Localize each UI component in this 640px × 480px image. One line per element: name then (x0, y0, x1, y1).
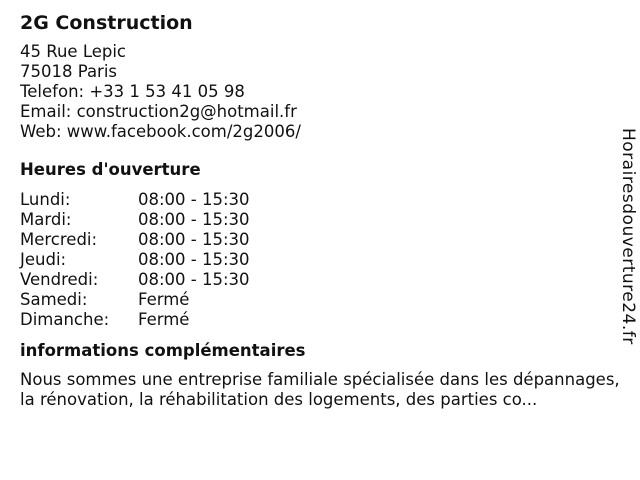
day-hours: 08:00 - 15:30 (138, 250, 250, 269)
day-hours: 08:00 - 15:30 (138, 270, 250, 289)
info-title: informations complémentaires (20, 341, 306, 360)
day-label: Vendredi: (20, 270, 99, 289)
day-label: Dimanche: (20, 310, 110, 329)
day-hours: Fermé (138, 310, 190, 329)
day-label: Lundi: (20, 190, 71, 209)
day-label: Jeudi: (20, 250, 67, 269)
day-hours: 08:00 - 15:30 (138, 190, 250, 209)
hours-table (20, 190, 620, 330)
day-label: Mardi: (20, 210, 72, 229)
business-name: 2G Construction (20, 12, 193, 34)
hours-row-friday (20, 270, 620, 290)
day-hours: 08:00 - 15:30 (138, 230, 250, 249)
phone-line: Telefon: +33 1 53 41 05 98 (20, 82, 245, 101)
hours-row-saturday (20, 290, 620, 310)
info-description: Nous sommes une entreprise familiale spécialisée dans les dépannages, la rénovation, la réhabilitation des logements, des parties co... (20, 370, 620, 409)
business-card (20, 10, 620, 410)
web-line: Web: www.facebook.com/2g2006/ (20, 122, 301, 141)
hours-row-sunday (20, 310, 620, 330)
hours-row-monday (20, 190, 620, 210)
site-watermark: Horairesdouverture24.fr (618, 128, 638, 345)
hours-row-tuesday (20, 210, 620, 230)
day-hours: Fermé (138, 290, 190, 309)
day-label: Mercredi: (20, 230, 98, 249)
day-label: Samedi: (20, 290, 88, 309)
hours-row-thursday (20, 250, 620, 270)
address-street: 45 Rue Lepic (20, 42, 127, 61)
hours-title: Heures d'ouverture (20, 160, 201, 179)
hours-row-wednesday (20, 230, 620, 250)
email-line: Email: construction2g@hotmail.fr (20, 102, 297, 121)
address-city: 75018 Paris (20, 62, 118, 81)
day-hours: 08:00 - 15:30 (138, 210, 250, 229)
